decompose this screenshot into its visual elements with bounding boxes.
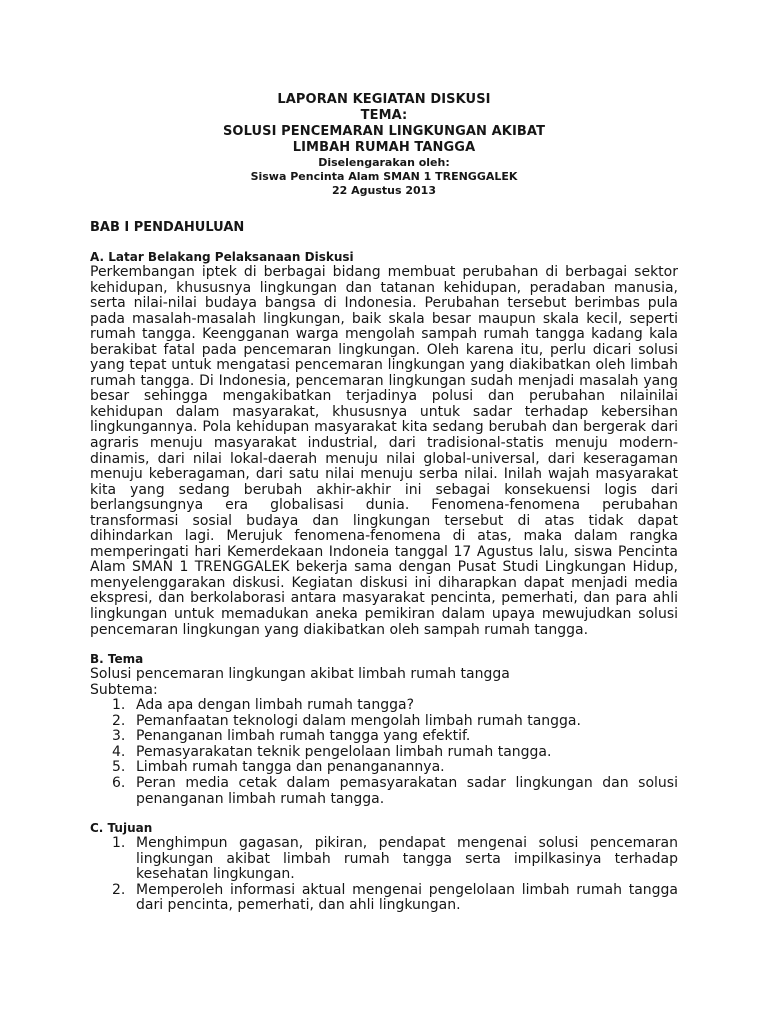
document-title: LAPORAN KEGIATAN DISKUSI (277, 92, 491, 107)
list-item: 2. Pemanfaatan teknologi dalam mengolah limbah rumah tangga. (112, 712, 581, 729)
organizer-name: Siswa Pencinta Alam SMAN 1 TRENGGALEK (250, 170, 518, 183)
list-item: 1. Menghimpun gagasan, pikiran, pendapat mengenai solusi pencemaran lingkungan akibat limbah rumah tangga serta impilkasinya terhadap kesehatan lingkungan. (112, 835, 678, 883)
list-item: 2. Memperoleh informasi aktual mengenai pengelolaan limbah rumah tangga dari pencinta, pemerhati, dan ahli lingkungan. (112, 881, 678, 914)
event-date: 22 Agustus 2013 (332, 184, 436, 197)
tema-text: Solusi pencemaran lingkungan akibat limbah rumah tangga (90, 666, 510, 683)
list-item: 6. Peran media cetak dalam pemasyarakatan sadar lingkungan dan solusi penanganan limbah rumah tangga. (112, 774, 678, 807)
section-b-heading: B. Tema (90, 652, 144, 667)
list-item: 1. Ada apa dengan limbah rumah tangga? (112, 697, 415, 714)
chapter-heading: BAB I PENDAHULUAN (90, 220, 245, 235)
tema-label: TEMA: (360, 108, 408, 123)
tema-line-2: LIMBAH RUMAH TANGGA (292, 140, 476, 155)
tema-line-1: SOLUSI PENCEMARAN LINGKUNGAN AKIBAT (222, 124, 546, 139)
section-c-heading: C. Tujuan (90, 821, 153, 836)
document-body (90, 220, 678, 914)
section-a-body: Perkembangan iptek di berbagai bidang membuat perubahan di berbagai sektor kehidupan, khususnya lingkungan dan tatanan kehidupan, peradaban manusia, serta nilai-nilai budaya bangsa di Indonesia. Perubahan tersebut berimbas pula pada masalah-masalah lingkungan, baik skala besar maupun skala kecil, seperti rumah tangga. Keengganan warga mengolah sampah rumah tangga kadang kala berakibat fatal pada pencemaran lingkungan. Oleh karena itu, perlu dicari solusi yang tepat untuk mengatasi pencemaran lingkungan yang diakibatkan oleh limbah rumah tangga. Di Indonesia, pencemaran lingkungan sudah menjadi masalah yang besar sehingga mengakibatkan terjadinya polusi dan perubahan nilainilai kehidupan dalam masyarakat, khususnya untuk sadar terhadap kebersihan lingkungannya. Pola kehidupan masyarakat kita sedang berubah dan bergerak dari agraris menuju masyarakat industrial, dari tradisional-statis menuju modern-dinamis, dari nilai lokal-daerah menuju nilai global-universal, dari keseragaman menuju keberagaman, dari satu nilai menuju serba nilai. Inilah wajah masyarakat kita yang sedang berubah akhir-akhir ini sebagai konsekuensi logis dari berlangsungnya era globalisasi dunia. Fenomena-fenomena perubahan transformasi sosial budaya dan lingkungan tersebut di atas tidak dapat dihindarkan lagi. Merujuk fenomena-fenomena di atas, maka dalam rangka memperingati hari Kemerdekaan Indoneia tanggal 17 Agustus lalu, siswa Pencinta Alam SMAN 1 TRENGGALEK bekerja sama dengan Pusat Studi Lingkungan Hidup, menyelenggarakan diskusi. Kegiatan diskusi ini diharapkan dapat menjadi media ekspresi, dan berkolaborasi antara masyarakat pencinta, pemerhati, dan para ahli lingkungan untuk memadukan aneka pemikiran dalam upaya mewujudkan solusi pencemaran lingkungan yang diakibatkan oleh sampah rumah tangga. (90, 264, 678, 638)
document-header (0, 92, 768, 198)
list-item: 4. Pemasyarakatan teknik pengelolaan limbah rumah tangga. (112, 743, 552, 760)
tujuan-list (90, 836, 678, 914)
list-item: 3. Penanganan limbah rumah tangga yang efektif. (112, 728, 471, 745)
section-a-heading: A. Latar Belakang Pelaksanaan Diskusi (90, 250, 354, 264)
subtema-list (90, 698, 678, 807)
subtema-label: Subtema: (90, 681, 158, 698)
organizer-label: Diselengarakan oleh: (318, 156, 450, 169)
list-item: 5. Limbah rumah tangga dan penanganannya. (112, 759, 445, 776)
